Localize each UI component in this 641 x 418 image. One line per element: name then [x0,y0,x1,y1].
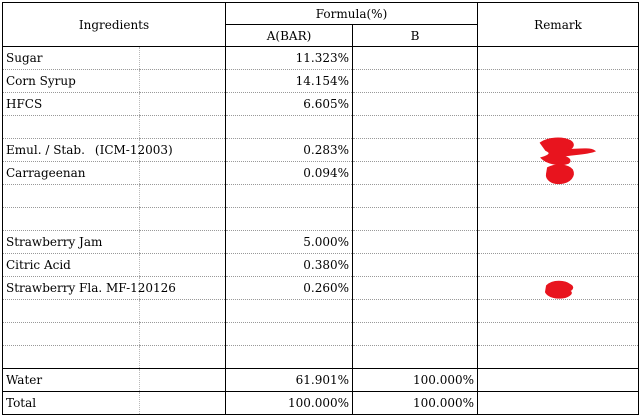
formula-a-value: 6.605% [226,93,353,116]
table-row [3,369,639,392]
remark-cell [478,300,639,323]
ingredient-label: Strawberry Jam [6,235,103,249]
formula-b-value [353,47,478,70]
remark-cell [478,392,639,415]
ingredient-label: Total [6,396,37,410]
formula-b-value [353,208,478,231]
remark-cell [478,254,639,277]
formula-a-value [226,116,353,139]
formula-table [2,2,639,415]
ingredient-spacer [140,369,226,392]
ingredient-label: Corn Syrup [6,74,76,88]
ingredient-code: (ICM-12003) [94,143,173,157]
formula-a-value: 61.901% [226,369,353,392]
ingredient-label: Citric Acid [6,258,71,272]
ingredient-name [3,139,173,162]
ingredient-label: Emul. / Stab. [6,143,85,157]
table-row [3,392,639,415]
ingredient-spacer [140,392,226,415]
remark-cell [478,208,639,231]
formula-b-value [353,116,478,139]
formula-b-value [353,162,478,185]
table-row [3,231,639,254]
ingredient-name [3,208,140,231]
ingredient-label: Strawberry Fla. MF-120126 [6,281,176,295]
ingredient-name [3,392,140,415]
ingredient-name [3,47,140,70]
formula-a-value [226,346,353,369]
ingredient-name [3,231,140,254]
remark-cell [478,47,639,70]
remark-cell [478,231,639,254]
ingredient-name [3,162,140,185]
ingredient-spacer [140,185,226,208]
formula-b-value [353,231,478,254]
ingredient-name [3,277,176,300]
ingredient-spacer [140,346,226,369]
header-col-b: B [353,25,478,47]
remark-cell [478,162,639,185]
remark-cell [478,139,639,162]
remark-cell [478,277,639,300]
table-row [3,185,639,208]
formula-b-value: 100.000% [353,392,478,415]
header-remark: Remark [478,3,639,47]
ingredient-label: Water [6,373,43,387]
ingredient-name [3,369,140,392]
formula-b-value [353,300,478,323]
formula-a-value: 100.000% [226,392,353,415]
table-row [3,47,639,70]
ingredient-spacer [140,254,226,277]
header-formula: Formula(%) [226,3,478,25]
ingredient-spacer [140,47,226,70]
ingredient-name [3,185,140,208]
ingredient-spacer [140,116,226,139]
formula-a-value: 5.000% [226,231,353,254]
formula-a-value: 11.323% [226,47,353,70]
table-row [3,300,639,323]
ingredient-spacer [140,70,226,93]
formula-b-value [353,70,478,93]
header-col-a: A(BAR) [226,25,353,47]
formula-a-value [226,208,353,231]
ingredient-label: Carrageenan [6,166,86,180]
ingredient-spacer [140,300,226,323]
formula-b-value [353,323,478,346]
remark-cell [478,185,639,208]
ingredient-label: HFCS [6,97,43,111]
ingredient-spacer [140,323,226,346]
table-row [3,93,639,116]
remark-cell [478,369,639,392]
formula-b-value [353,277,478,300]
table-row [3,323,639,346]
ingredient-spacer [140,208,226,231]
remark-cell [478,93,639,116]
formula-a-value [226,323,353,346]
ingredient-spacer [140,231,226,254]
ingredient-spacer [140,162,226,185]
ingredient-name [3,70,140,93]
table-row [3,70,639,93]
ingredient-name [3,254,140,277]
formula-b-value: 100.000% [353,369,478,392]
table-row [3,116,639,139]
formula-b-value [353,346,478,369]
formula-a-value [226,185,353,208]
remark-cell [478,116,639,139]
formula-a-value: 0.380% [226,254,353,277]
remark-cell [478,323,639,346]
formula-a-value: 14.154% [226,70,353,93]
ingredient-name [3,116,140,139]
formula-b-value [353,93,478,116]
ingredient-label: Sugar [6,51,43,65]
ingredient-spacer [140,93,226,116]
formula-a-value: 0.283% [226,139,353,162]
table-row [3,139,639,162]
ingredient-name [3,93,140,116]
formula-a-value: 0.260% [226,277,353,300]
header-ingredients: Ingredients [3,3,226,47]
ingredient-name [3,346,140,369]
remark-cell [478,346,639,369]
remark-cell [478,70,639,93]
formula-a-value: 0.094% [226,162,353,185]
formula-b-value [353,185,478,208]
ingredient-name [3,300,140,323]
table-row [3,277,639,300]
formula-b-value [353,139,478,162]
formula-a-value [226,300,353,323]
formula-b-value [353,254,478,277]
table-row [3,254,639,277]
ingredient-name [3,323,140,346]
table-row [3,208,639,231]
table-row [3,346,639,369]
table-row [3,162,639,185]
